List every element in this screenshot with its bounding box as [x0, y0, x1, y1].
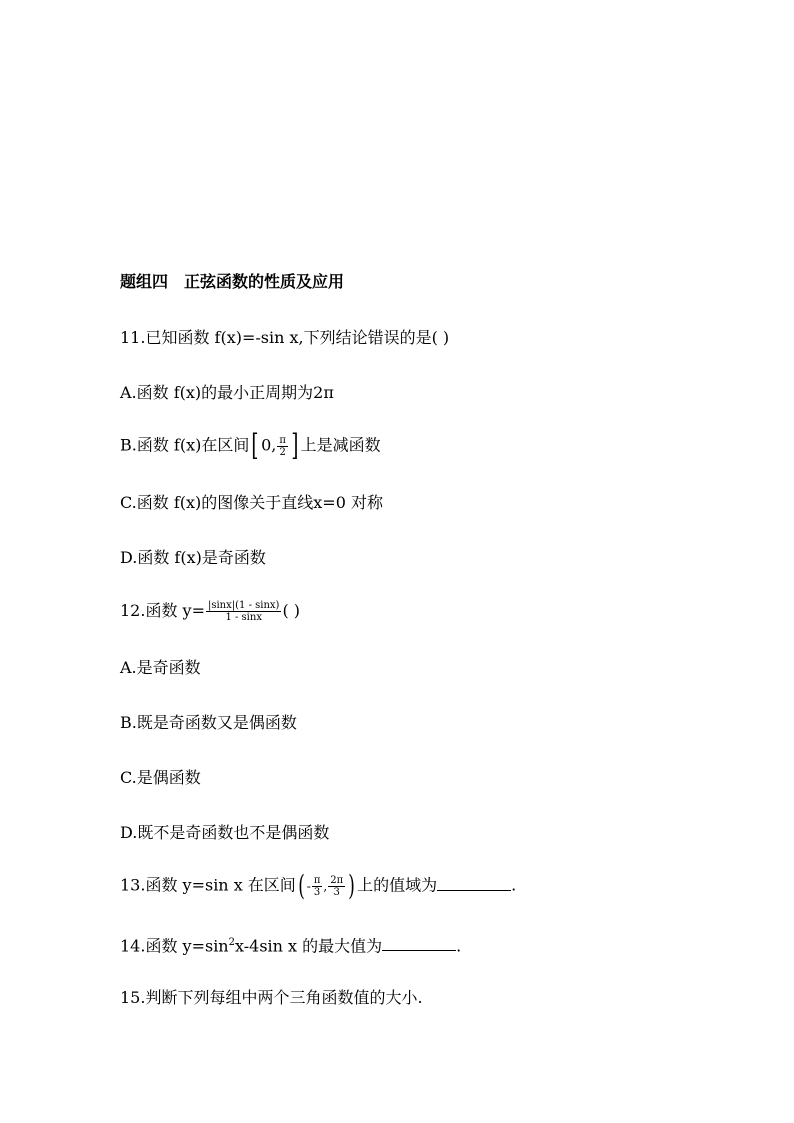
question-13: 13.函数 y=sin x 在区间( - $\frac{\pi}{3}$ , $\frac{2\pi}{3}$ ) 上的值域为 . — [120, 869, 517, 902]
fraction-expression — [206, 600, 281, 623]
q14-middle: x-4sin x 的最大值为 — [235, 936, 383, 956]
question-11-option-c: C.函数 f(x)的图像关于直线x=0 对称 — [120, 493, 383, 512]
question-14 — [120, 932, 461, 957]
answer-blank — [437, 876, 511, 891]
question-12-option-c: C.是偶函数 — [120, 768, 201, 787]
q14-end: . — [456, 936, 462, 956]
question-12-option-a: A.是奇函数 — [120, 658, 201, 677]
q13-end: . — [511, 875, 517, 895]
question-11-stem: 11.已知函数 f(x)=-sin x,下列结论错误的是( ) — [120, 328, 450, 347]
frac-den: 2 — [279, 446, 286, 458]
fraction-pi-over-2 — [277, 435, 288, 458]
frac-den: 3 — [333, 886, 340, 898]
q12-suffix: ( ) — [282, 601, 301, 620]
left-bracket-icon: [ — [251, 428, 259, 463]
q14-superscript: 2 — [228, 937, 235, 948]
left-paren-icon: ( — [298, 869, 305, 902]
interval-left: 0, — [261, 435, 277, 455]
option-b-suffix: 上是减函数 — [300, 435, 381, 455]
question-11-option-d: D.函数 f(x)是奇函数 — [120, 548, 266, 567]
answer-blank — [382, 936, 456, 951]
fraction-2pi-over-3 — [328, 875, 345, 898]
q13-minus: - — [306, 879, 311, 894]
question-12-option-b: B.既是奇函数又是偶函数 — [120, 713, 297, 732]
q14-prefix: 14.函数 y=sin — [120, 936, 229, 956]
question-12-option-d: D.既不是奇函数也不是偶函数 — [120, 823, 330, 842]
frac-num: π — [279, 434, 286, 446]
fraction-pi-over-3 — [312, 875, 323, 898]
option-b-prefix: B.函数 f(x)在区间 — [120, 435, 250, 455]
right-bracket-icon: ] — [291, 428, 299, 463]
q13-suffix: 上的值域为 — [357, 875, 438, 895]
q13-prefix: 13.函数 y=sin x 在区间 — [120, 875, 296, 895]
frac-den: 1 - sinx — [225, 612, 262, 623]
frac-num: π — [313, 874, 321, 886]
q12-prefix: 12.函数 y= — [120, 601, 205, 620]
question-15-stem: 15.判断下列每组中两个三角函数值的大小. — [120, 988, 423, 1007]
question-11-option-a: A.函数 f(x)的最小正周期为2π — [120, 383, 334, 402]
question-12-stem — [120, 600, 300, 623]
frac-den: 3 — [313, 886, 321, 898]
question-11-option-b — [120, 428, 381, 463]
frac-num: 2π — [330, 874, 344, 886]
frac-num: |sinx|(1 - sinx) — [207, 600, 280, 611]
right-paren-icon: ) — [348, 869, 355, 902]
section-title: 题组四 正弦函数的性质及应用 — [120, 272, 345, 291]
